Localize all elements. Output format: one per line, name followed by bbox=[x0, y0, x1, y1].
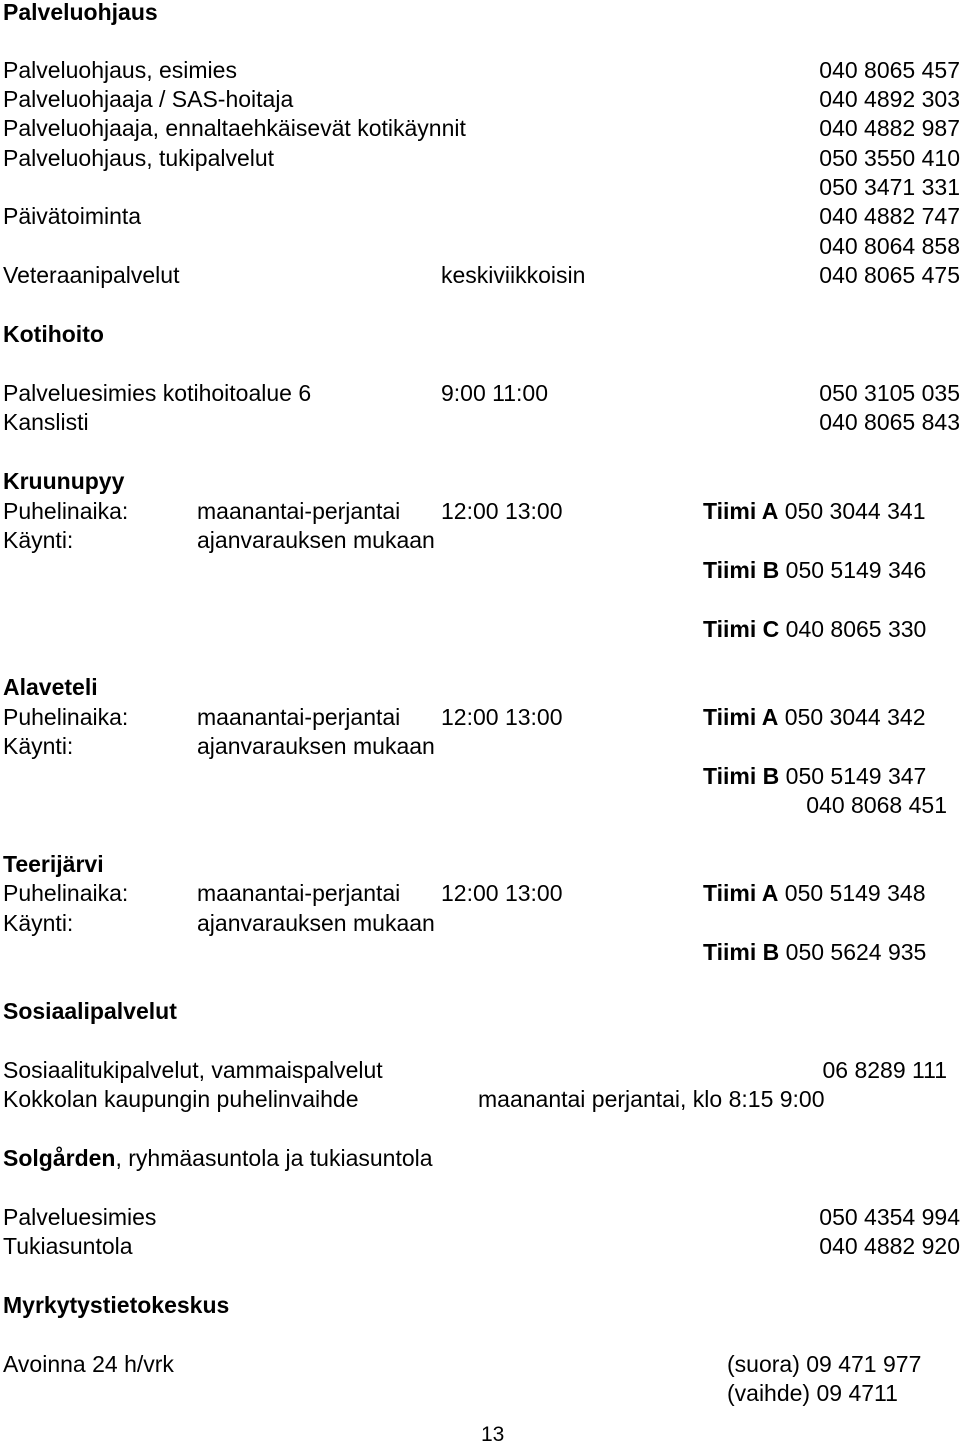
alaveteli-team-a bbox=[703, 703, 926, 731]
teerijarvi-team-b bbox=[703, 938, 926, 966]
palveluesimies-kotihoitoalue-phone: 050 3105 035 bbox=[819, 380, 960, 406]
page-number: 13 bbox=[481, 1423, 505, 1446]
alaveteli-team-b-phone: 050 5149 347 bbox=[785, 763, 927, 789]
teerijarvi-visit-text: ajanvarauksen mukaan bbox=[197, 910, 435, 936]
section-heading-palveluohjaus: Palveluohjaus bbox=[3, 0, 158, 25]
kruunupyy-team-b-phone: 050 5149 346 bbox=[785, 557, 927, 583]
kruunupyy-phone-hours: 12:00 13:00 bbox=[441, 498, 563, 524]
tukiasuntola-phone: 040 4882 920 bbox=[819, 1233, 960, 1259]
alaveteli-team-b bbox=[703, 762, 926, 790]
palveluohjaus-tukipalvelut-label: Palveluohjaus, tukipalvelut bbox=[3, 145, 275, 171]
veteraanipalvelut-note: keskiviikkoisin bbox=[441, 262, 586, 288]
alaveteli-visit-text: ajanvarauksen mukaan bbox=[197, 733, 435, 759]
kokkola-puhelinvaihde-label: Kokkolan kaupungin puhelinvaihde bbox=[3, 1086, 359, 1112]
palveluohjaus-esimies-label: Palveluohjaus, esimies bbox=[3, 57, 237, 83]
teerijarvi-team-b-name: Tiimi B bbox=[703, 939, 780, 965]
palveluohjaaja-sas-label: Palveluohjaaja / SAS-hoitaja bbox=[3, 86, 294, 112]
kruunupyy-team-c bbox=[703, 615, 926, 643]
alaveteli-team-a-phone: 050 3044 342 bbox=[784, 704, 926, 730]
kruunupyy-team-a-name: Tiimi A bbox=[703, 498, 779, 524]
teerijarvi-phone-days: maanantai-perjantai bbox=[197, 880, 401, 906]
palveluohjaaja-kotikaynnit-phone: 040 4882 987 bbox=[819, 115, 960, 141]
myrkytys-open-label: Avoinna 24 h/vrk bbox=[3, 1351, 174, 1377]
paivatoiminta-label: Päivätoiminta bbox=[3, 203, 142, 229]
alaveteli-phone-label: Puhelinaika: bbox=[3, 704, 129, 730]
teerijarvi-visit-label: Käynti: bbox=[3, 910, 74, 936]
kanslisti-label: Kanslisti bbox=[3, 409, 89, 435]
veteraanipalvelut-label: Veteraanipalvelut bbox=[3, 262, 180, 288]
section-heading-teerijarvi: Teerijärvi bbox=[3, 851, 104, 877]
kruunupyy-team-c-phone: 040 8065 330 bbox=[785, 616, 927, 642]
section-heading-alaveteli: Alaveteli bbox=[3, 674, 98, 700]
teerijarvi-phone-hours: 12:00 13:00 bbox=[441, 880, 563, 906]
section-heading-sosiaalipalvelut: Sosiaalipalvelut bbox=[3, 998, 177, 1024]
section-heading-solgarden bbox=[3, 1144, 433, 1172]
solgarden-palveluesimies-label: Palveluesimies bbox=[3, 1204, 157, 1230]
palveluesimies-kotihoitoalue-hours: 9:00 11:00 bbox=[441, 380, 549, 406]
kanslisti-phone: 040 8065 843 bbox=[819, 409, 960, 435]
palveluohjaus-tukipalvelut-phone-2: 050 3471 331 bbox=[819, 174, 960, 200]
myrkytys-switch-phone: (vaihde) 09 4711 bbox=[727, 1380, 898, 1406]
paivatoiminta-phone-2: 040 8064 858 bbox=[819, 233, 960, 259]
solgarden-heading-bold: Solgården bbox=[3, 1145, 116, 1171]
sosiaalitukipalvelut-phone: 06 8289 111 bbox=[822, 1057, 947, 1083]
teerijarvi-team-a-phone: 050 5149 348 bbox=[784, 880, 926, 906]
alaveteli-phone-hours: 12:00 13:00 bbox=[441, 704, 563, 730]
kruunupyy-team-b-name: Tiimi B bbox=[703, 557, 780, 583]
section-heading-kotihoito: Kotihoito bbox=[3, 321, 104, 347]
palveluohjaaja-kotikaynnit-label: Palveluohjaaja, ennaltaehkäisevät kotikäynnit bbox=[3, 115, 466, 141]
alaveteli-phone-days: maanantai-perjantai bbox=[197, 704, 401, 730]
section-heading-myrkytystietokeskus: Myrkytystietokeskus bbox=[3, 1292, 230, 1318]
alaveteli-extra-phone: 040 8068 451 bbox=[806, 792, 947, 818]
palveluohjaus-tukipalvelut-phone: 050 3550 410 bbox=[819, 145, 960, 171]
section-heading-kruunupyy: Kruunupyy bbox=[3, 468, 125, 494]
palveluohjaus-esimies-phone: 040 8065 457 bbox=[819, 57, 960, 83]
solgarden-heading-rest: , ryhmäasuntola ja tukiasuntola bbox=[115, 1145, 433, 1171]
alaveteli-team-a-name: Tiimi A bbox=[703, 704, 779, 730]
teerijarvi-team-b-phone: 050 5624 935 bbox=[785, 939, 927, 965]
alaveteli-visit-label: Käynti: bbox=[3, 733, 74, 759]
kruunupyy-phone-label: Puhelinaika: bbox=[3, 498, 129, 524]
kruunupyy-team-c-name: Tiimi C bbox=[703, 616, 780, 642]
teerijarvi-team-a-name: Tiimi A bbox=[703, 880, 779, 906]
kruunupyy-phone-days: maanantai-perjantai bbox=[197, 498, 401, 524]
kruunupyy-team-a bbox=[703, 497, 926, 525]
teerijarvi-team-a bbox=[703, 879, 926, 907]
kruunupyy-visit-label: Käynti: bbox=[3, 527, 74, 553]
solgarden-palveluesimies-phone: 050 4354 994 bbox=[819, 1204, 960, 1230]
alaveteli-team-b-name: Tiimi B bbox=[703, 763, 780, 789]
myrkytys-direct-phone: (suora) 09 471 977 bbox=[727, 1351, 922, 1377]
veteraanipalvelut-phone: 040 8065 475 bbox=[819, 262, 960, 288]
kruunupyy-visit-text: ajanvarauksen mukaan bbox=[197, 527, 435, 553]
palveluohjaaja-sas-phone: 040 4892 303 bbox=[819, 86, 960, 112]
teerijarvi-phone-label: Puhelinaika: bbox=[3, 880, 129, 906]
kruunupyy-team-a-phone: 050 3044 341 bbox=[784, 498, 926, 524]
kruunupyy-team-b bbox=[703, 556, 926, 584]
tukiasuntola-label: Tukiasuntola bbox=[3, 1233, 133, 1259]
sosiaalitukipalvelut-label: Sosiaalitukipalvelut, vammaispalvelut bbox=[3, 1057, 383, 1083]
paivatoiminta-phone: 040 4882 747 bbox=[819, 203, 960, 229]
palveluesimies-kotihoitoalue-label: Palveluesimies kotihoitoalue 6 bbox=[3, 380, 312, 406]
kokkola-puhelinvaihde-hours: maanantai perjantai, klo 8:15 9:00 bbox=[478, 1086, 825, 1112]
